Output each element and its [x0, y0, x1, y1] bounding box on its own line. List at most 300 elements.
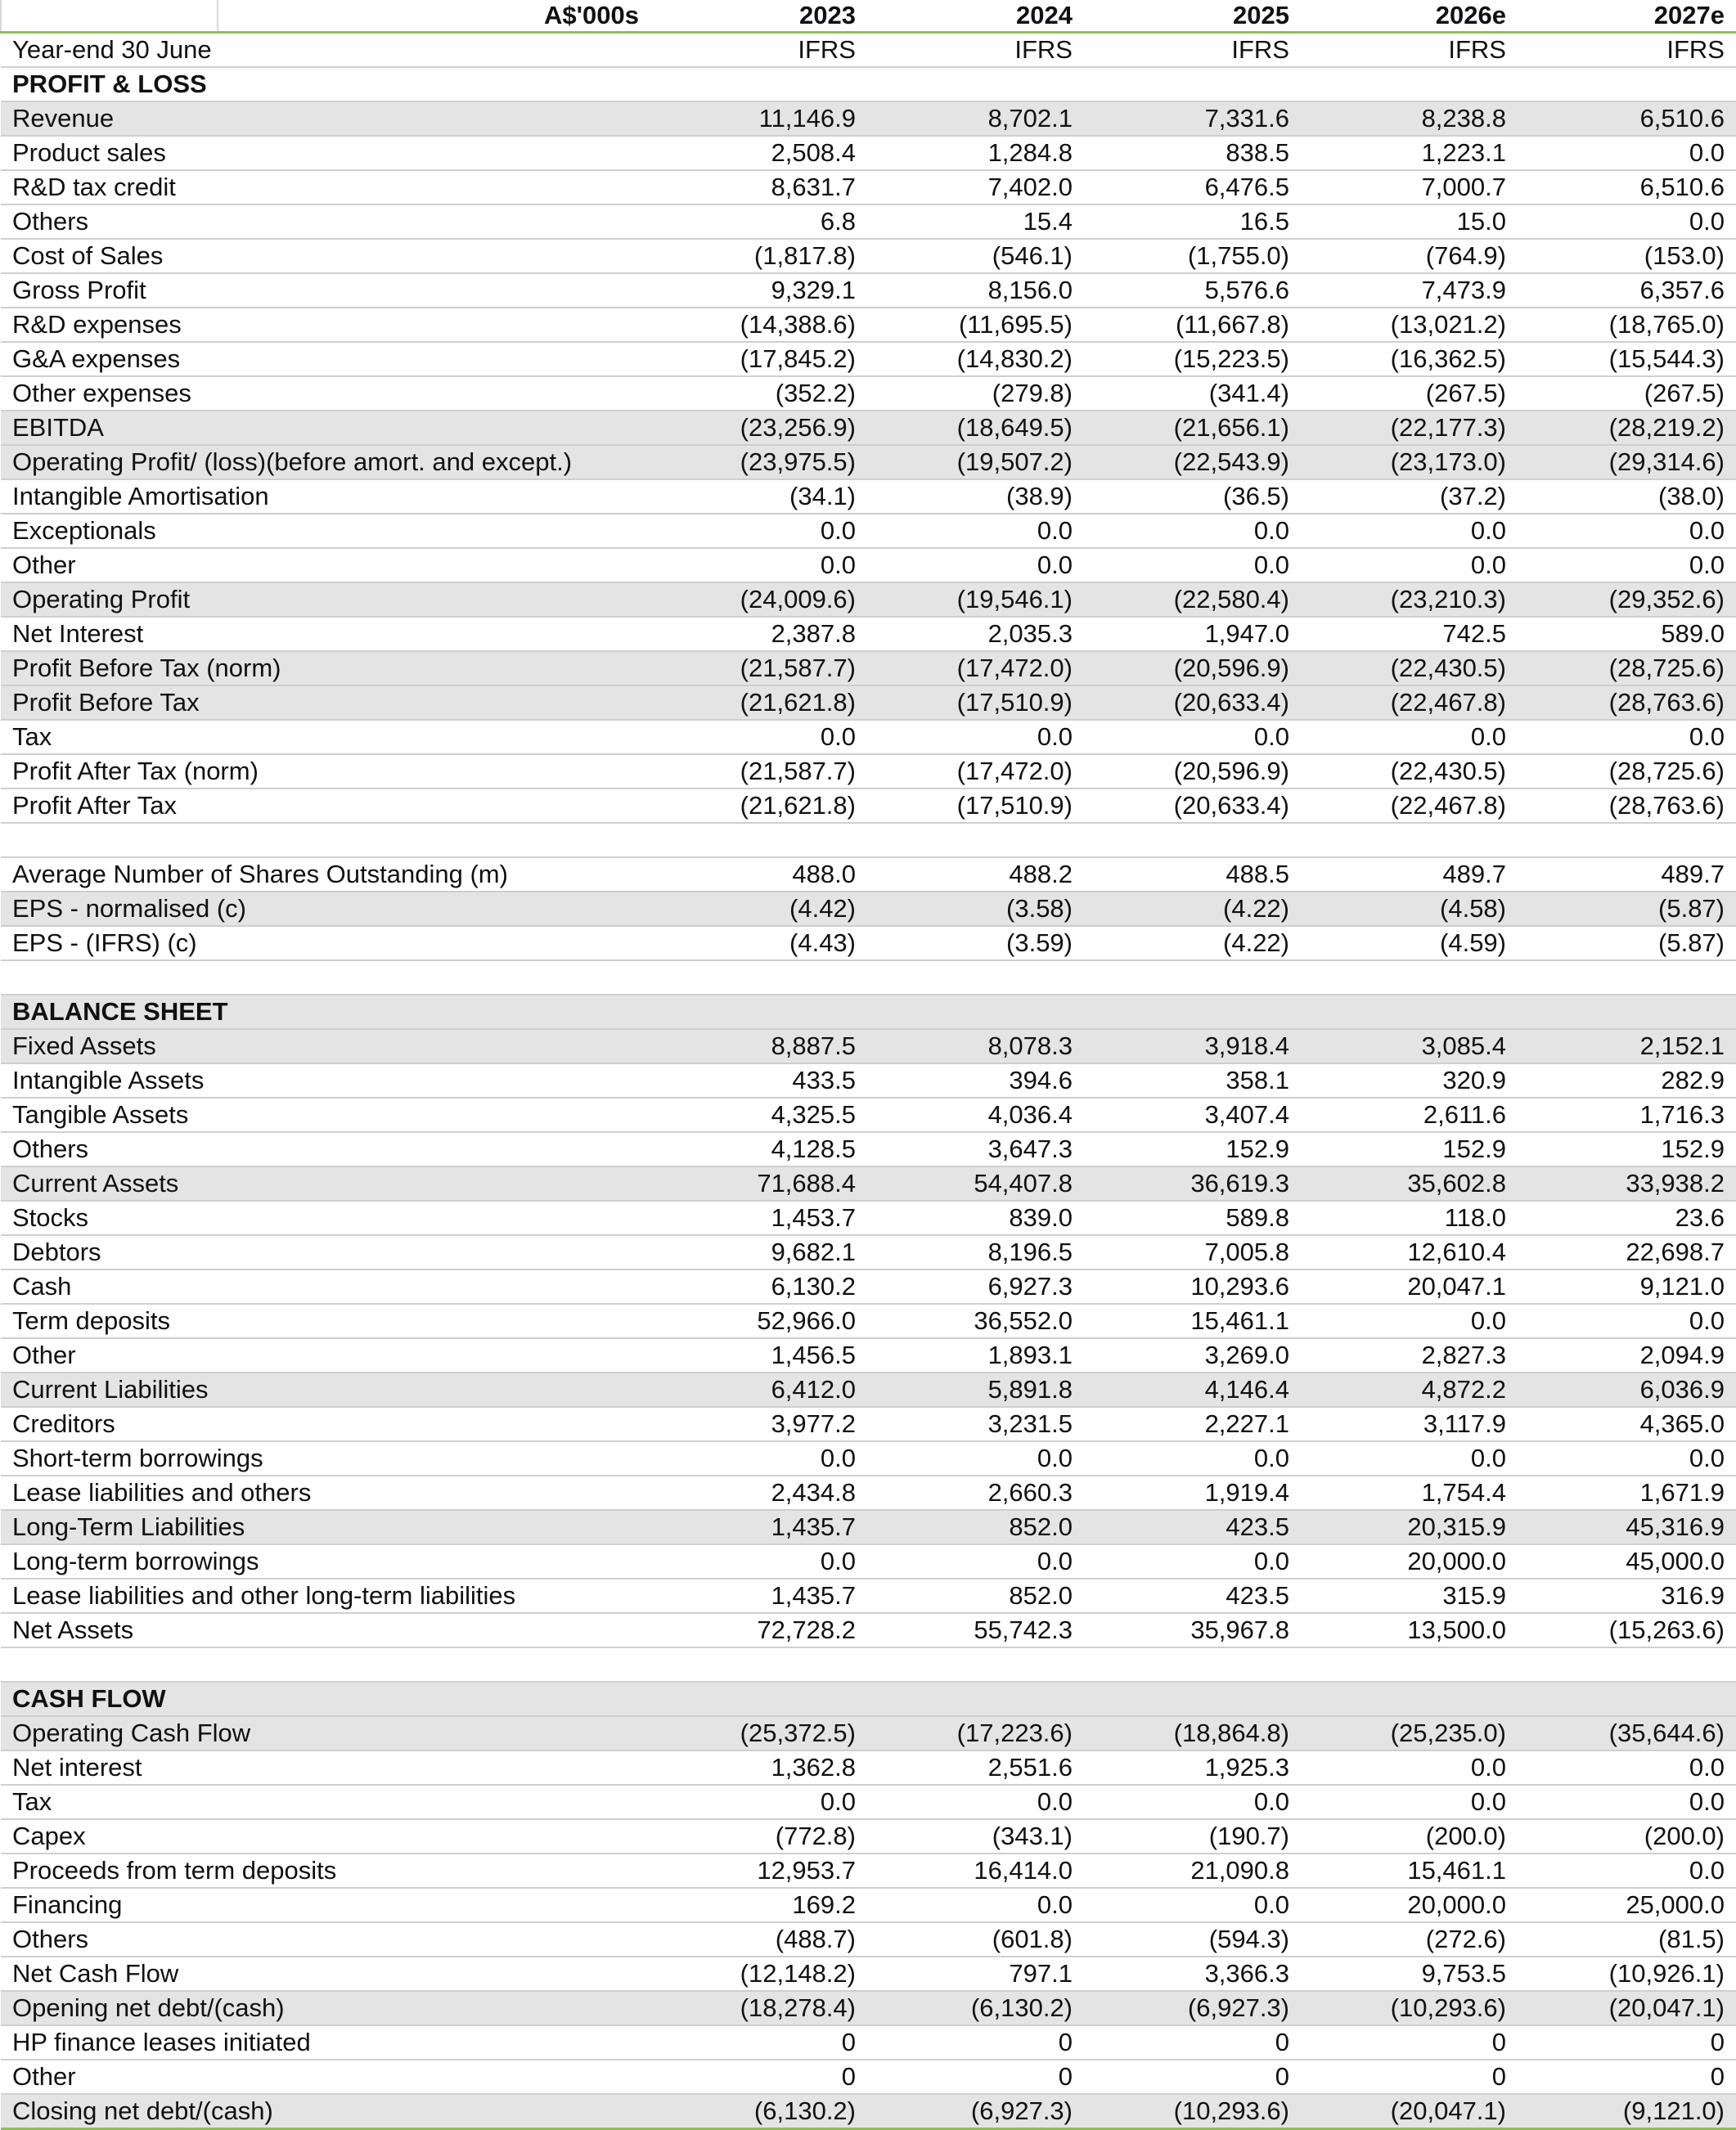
row-label: Revenue: [1, 101, 651, 136]
value-cell: 11,146.9: [651, 101, 868, 136]
value-cell: 22,698.7: [1518, 1235, 1736, 1269]
standard-label: IFRS: [1518, 33, 1736, 68]
row-label: Lease liabilities and others: [1, 1476, 651, 1510]
row-label: Lease liabilities and other long-term liabilities: [1, 1579, 651, 1613]
value-cell: 282.9: [1518, 1063, 1736, 1098]
row-label: Tangible Assets: [1, 1098, 651, 1132]
value-cell: (18,649.5): [868, 411, 1085, 445]
value-cell: (17,472.0): [868, 651, 1085, 685]
value-cell: 20,000.0: [1302, 1888, 1518, 1922]
value-cell: 0.0: [651, 720, 868, 754]
value-cell: 2,387.8: [651, 617, 868, 651]
value-cell: (20,047.1): [1302, 2094, 1518, 2129]
table-row: [1, 1922, 1736, 1957]
row-label: Cost of Sales: [1, 239, 651, 273]
value-cell: 4,365.0: [1518, 1407, 1736, 1441]
section-filler-cell: [1085, 1682, 1302, 1716]
row-label: Debtors: [1, 1235, 651, 1269]
value-cell: (190.7): [1085, 1819, 1302, 1854]
value-cell: 0.0: [1085, 1544, 1302, 1579]
value-cell: (17,845.2): [651, 342, 868, 376]
value-cell: 23.6: [1518, 1201, 1736, 1235]
value-cell: 7,005.8: [1085, 1235, 1302, 1269]
value-cell: 1,925.3: [1085, 1750, 1302, 1785]
value-cell: (6,130.2): [868, 1991, 1085, 2025]
value-cell: 2,227.1: [1085, 1407, 1302, 1441]
table-row: [1, 273, 1736, 308]
value-cell: (34.1): [651, 479, 868, 514]
value-cell: 16.5: [1085, 204, 1302, 239]
row-label: Net Interest: [1, 617, 651, 651]
value-cell: 742.5: [1302, 617, 1518, 651]
row-label: Operating Profit: [1, 582, 651, 617]
row-label: Financing: [1, 1888, 651, 1922]
value-cell: (5.87): [1518, 926, 1736, 960]
row-label: Profit Before Tax (norm): [1, 651, 651, 685]
value-cell: 0.0: [868, 1544, 1085, 1579]
value-cell: (15,263.6): [1518, 1613, 1736, 1647]
table-row: [1, 2060, 1736, 2094]
row-label: R&D expenses: [1, 308, 651, 342]
section-filler-cell: [868, 995, 1085, 1029]
value-cell: 45,000.0: [1518, 1544, 1736, 1579]
value-cell: 0.0: [868, 1888, 1085, 1922]
row-label: EPS - normalised (c): [1, 892, 651, 926]
spacer-row: [1, 1647, 1736, 1682]
section-title: CASH FLOW: [1, 1682, 651, 1716]
row-label: Intangible Assets: [1, 1063, 651, 1098]
value-cell: 6,510.6: [1518, 101, 1736, 136]
value-cell: (38.9): [868, 479, 1085, 514]
value-cell: 2,827.3: [1302, 1338, 1518, 1373]
table-row: [1, 892, 1736, 926]
value-cell: (352.2): [651, 376, 868, 411]
value-cell: (6,927.3): [1085, 1991, 1302, 2025]
value-cell: (5.87): [1518, 892, 1736, 926]
value-cell: (17,510.9): [868, 789, 1085, 823]
value-cell: (4.42): [651, 892, 868, 926]
value-cell: 8,196.5: [868, 1235, 1085, 1269]
row-label: Net interest: [1, 1750, 651, 1785]
value-cell: 4,146.4: [1085, 1373, 1302, 1407]
value-cell: 8,156.0: [868, 273, 1085, 308]
value-cell: (23,975.5): [651, 445, 868, 479]
value-cell: 0.0: [1302, 1750, 1518, 1785]
value-cell: 1,362.8: [651, 1750, 868, 1785]
value-cell: 394.6: [868, 1063, 1085, 1098]
year-header: 2023: [651, 0, 868, 33]
section-title: PROFIT & LOSS: [1, 67, 651, 101]
section-filler-cell: [1302, 995, 1518, 1029]
value-cell: (17,223.6): [868, 1716, 1085, 1750]
value-cell: (29,314.6): [1518, 445, 1736, 479]
row-label: Others: [1, 1922, 651, 1957]
header-blank-cell[interactable]: [218, 0, 434, 33]
value-cell: (21,587.7): [651, 651, 868, 685]
value-cell: (21,621.8): [651, 685, 868, 720]
value-cell: (81.5): [1518, 1922, 1736, 1957]
value-cell: (14,388.6): [651, 308, 868, 342]
value-cell: (22,430.5): [1302, 651, 1518, 685]
unit-label: A$'000s: [434, 0, 651, 33]
row-label: Operating Cash Flow: [1, 1716, 651, 1750]
row-label: Average Number of Shares Outstanding (m): [1, 857, 651, 892]
row-label: Short-term borrowings: [1, 1441, 651, 1476]
value-cell: 6,510.6: [1518, 170, 1736, 204]
value-cell: 0.0: [651, 1441, 868, 1476]
value-cell: 1,284.8: [868, 136, 1085, 170]
value-cell: 6,476.5: [1085, 170, 1302, 204]
row-label: Operating Profit/ (loss)(before amort. and except.): [1, 445, 651, 479]
value-cell: 488.5: [1085, 857, 1302, 892]
table-row: [1, 1785, 1736, 1819]
value-cell: 3,977.2: [651, 1407, 868, 1441]
value-cell: 1,456.5: [651, 1338, 868, 1373]
value-cell: (28,725.6): [1518, 651, 1736, 685]
value-cell: 423.5: [1085, 1579, 1302, 1613]
row-label: Other expenses: [1, 376, 651, 411]
row-label: Fixed Assets: [1, 1029, 651, 1063]
table-row: [1, 308, 1736, 342]
section-filler-cell: [651, 1682, 868, 1716]
value-cell: (4.58): [1302, 892, 1518, 926]
value-cell: 15,461.1: [1302, 1854, 1518, 1888]
value-cell: (23,173.0): [1302, 445, 1518, 479]
table-row: [1, 239, 1736, 273]
value-cell: (38.0): [1518, 479, 1736, 514]
value-cell: 0.0: [1518, 136, 1736, 170]
value-cell: (22,543.9): [1085, 445, 1302, 479]
value-cell: 0: [868, 2025, 1085, 2060]
value-cell: 9,753.5: [1302, 1957, 1518, 1991]
value-cell: 33,938.2: [1518, 1166, 1736, 1201]
value-cell: 3,918.4: [1085, 1029, 1302, 1063]
value-cell: 15.4: [868, 204, 1085, 239]
table-body: [1, 0, 1736, 2129]
value-cell: 852.0: [868, 1579, 1085, 1613]
row-label: Opening net debt/(cash): [1, 1991, 651, 2025]
value-cell: (21,621.8): [651, 789, 868, 823]
value-cell: 4,036.4: [868, 1098, 1085, 1132]
value-cell: 0: [1302, 2060, 1518, 2094]
value-cell: 0: [1085, 2060, 1302, 2094]
value-cell: (488.7): [651, 1922, 868, 1957]
value-cell: 8,631.7: [651, 170, 868, 204]
value-cell: 3,407.4: [1085, 1098, 1302, 1132]
value-cell: (36.5): [1085, 479, 1302, 514]
table-row: [1, 1854, 1736, 1888]
value-cell: (11,667.8): [1085, 308, 1302, 342]
section-title: BALANCE SHEET: [1, 995, 651, 1029]
header-blank-cell[interactable]: [1, 0, 218, 33]
row-label: Stocks: [1, 1201, 651, 1235]
value-cell: 0.0: [868, 1441, 1085, 1476]
value-cell: 0.0: [1302, 1441, 1518, 1476]
value-cell: 315.9: [1302, 1579, 1518, 1613]
row-label: Closing net debt/(cash): [1, 2094, 651, 2129]
value-cell: 0.0: [1302, 548, 1518, 582]
section-header-profit-loss: [1, 67, 1736, 101]
value-cell: 852.0: [868, 1510, 1085, 1544]
value-cell: 20,000.0: [1302, 1544, 1518, 1579]
value-cell: 5,576.6: [1085, 273, 1302, 308]
value-cell: 1,223.1: [1302, 136, 1518, 170]
value-cell: (9,121.0): [1518, 2094, 1736, 2129]
value-cell: 1,919.4: [1085, 1476, 1302, 1510]
row-label: Long-Term Liabilities: [1, 1510, 651, 1544]
value-cell: 1,716.3: [1518, 1098, 1736, 1132]
value-cell: (10,926.1): [1518, 1957, 1736, 1991]
table-row: [1, 548, 1736, 582]
value-cell: 9,682.1: [651, 1235, 868, 1269]
row-label: Intangible Amortisation: [1, 479, 651, 514]
value-cell: (4.43): [651, 926, 868, 960]
row-label: EPS - (IFRS) (c): [1, 926, 651, 960]
value-cell: (21,656.1): [1085, 411, 1302, 445]
row-label: R&D tax credit: [1, 170, 651, 204]
row-label: Net Assets: [1, 1613, 651, 1647]
value-cell: (20,596.9): [1085, 651, 1302, 685]
value-cell: 0.0: [868, 720, 1085, 754]
value-cell: 0.0: [1302, 514, 1518, 548]
section-header-cash-flow: [1, 1682, 1736, 1716]
value-cell: (23,256.9): [651, 411, 868, 445]
value-cell: 2,152.1: [1518, 1029, 1736, 1063]
value-cell: 423.5: [1085, 1510, 1302, 1544]
standard-label: IFRS: [1302, 33, 1518, 68]
value-cell: 488.2: [868, 857, 1085, 892]
value-cell: 6,036.9: [1518, 1373, 1736, 1407]
value-cell: (11,695.5): [868, 308, 1085, 342]
row-label: Others: [1, 204, 651, 239]
value-cell: (3.58): [868, 892, 1085, 926]
value-cell: 152.9: [1518, 1132, 1736, 1166]
spacer-row: [1, 960, 1736, 995]
value-cell: (341.4): [1085, 376, 1302, 411]
value-cell: (772.8): [651, 1819, 868, 1854]
value-cell: 0.0: [1302, 1785, 1518, 1819]
table-row: [1, 1098, 1736, 1132]
row-label: Other: [1, 1338, 651, 1373]
section-filler-cell: [651, 995, 868, 1029]
value-cell: (15,223.5): [1085, 342, 1302, 376]
table-row: [1, 685, 1736, 720]
value-cell: (22,430.5): [1302, 754, 1518, 789]
row-label: G&A expenses: [1, 342, 651, 376]
row-label: Net Cash Flow: [1, 1957, 651, 1991]
value-cell: 52,966.0: [651, 1304, 868, 1338]
value-cell: (25,372.5): [651, 1716, 868, 1750]
value-cell: 16,414.0: [868, 1854, 1085, 1888]
table-row: [1, 2094, 1736, 2129]
header-row-years: [1, 0, 1736, 33]
value-cell: 15.0: [1302, 204, 1518, 239]
value-cell: 45,316.9: [1518, 1510, 1736, 1544]
table-row: [1, 1304, 1736, 1338]
section-header-balance-sheet: [1, 995, 1736, 1029]
table-row: [1, 754, 1736, 789]
value-cell: (279.8): [868, 376, 1085, 411]
table-row: [1, 136, 1736, 170]
value-cell: 0.0: [1518, 1441, 1736, 1476]
value-cell: 6,412.0: [651, 1373, 868, 1407]
value-cell: 0.0: [1518, 720, 1736, 754]
value-cell: 0: [651, 2060, 868, 2094]
value-cell: (28,763.6): [1518, 789, 1736, 823]
value-cell: 0.0: [868, 514, 1085, 548]
value-cell: 4,128.5: [651, 1132, 868, 1166]
value-cell: 1,947.0: [1085, 617, 1302, 651]
value-cell: 0: [1518, 2025, 1736, 2060]
value-cell: 0.0: [1518, 514, 1736, 548]
value-cell: (1,817.8): [651, 239, 868, 273]
row-label: Others: [1, 1132, 651, 1166]
table-row: [1, 1819, 1736, 1854]
section-filler-cell: [1518, 995, 1736, 1029]
spacer-cell: [1, 823, 1736, 857]
value-cell: 152.9: [1085, 1132, 1302, 1166]
value-cell: 0.0: [1085, 720, 1302, 754]
value-cell: (6,130.2): [651, 2094, 868, 2129]
table-row: [1, 1613, 1736, 1647]
row-label: Cash: [1, 1269, 651, 1304]
row-label: Product sales: [1, 136, 651, 170]
value-cell: (13,021.2): [1302, 308, 1518, 342]
value-cell: 6,357.6: [1518, 273, 1736, 308]
year-header: 2026e: [1302, 0, 1518, 33]
value-cell: 20,047.1: [1302, 1269, 1518, 1304]
value-cell: 0: [1302, 2025, 1518, 2060]
row-label: Proceeds from term deposits: [1, 1854, 651, 1888]
value-cell: (10,293.6): [1085, 2094, 1302, 2129]
value-cell: (19,507.2): [868, 445, 1085, 479]
row-label: Gross Profit: [1, 273, 651, 308]
section-filler-cell: [868, 67, 1085, 101]
section-filler-cell: [1302, 67, 1518, 101]
section-filler-cell: [1302, 1682, 1518, 1716]
table-row: [1, 1957, 1736, 1991]
table-row: [1, 1510, 1736, 1544]
table-row: [1, 101, 1736, 136]
value-cell: 1,435.7: [651, 1579, 868, 1613]
section-filler-cell: [1518, 67, 1736, 101]
table-row: [1, 1063, 1736, 1098]
value-cell: (6,927.3): [868, 2094, 1085, 2129]
value-cell: (343.1): [868, 1819, 1085, 1854]
value-cell: (3.59): [868, 926, 1085, 960]
row-label: EBITDA: [1, 411, 651, 445]
value-cell: (546.1): [868, 239, 1085, 273]
row-label: Creditors: [1, 1407, 651, 1441]
value-cell: 54,407.8: [868, 1166, 1085, 1201]
table-row: [1, 2025, 1736, 2060]
value-cell: 4,872.2: [1302, 1373, 1518, 1407]
row-label: Tax: [1, 1785, 651, 1819]
standard-label: IFRS: [868, 33, 1085, 68]
value-cell: (28,219.2): [1518, 411, 1736, 445]
value-cell: 8,078.3: [868, 1029, 1085, 1063]
section-filler-cell: [651, 67, 868, 101]
value-cell: (19,546.1): [868, 582, 1085, 617]
value-cell: (28,763.6): [1518, 685, 1736, 720]
value-cell: 35,602.8: [1302, 1166, 1518, 1201]
value-cell: 0.0: [1518, 1750, 1736, 1785]
value-cell: 118.0: [1302, 1201, 1518, 1235]
value-cell: 320.9: [1302, 1063, 1518, 1098]
value-cell: 0.0: [1085, 1441, 1302, 1476]
year-header: 2027e: [1518, 0, 1736, 33]
value-cell: 12,953.7: [651, 1854, 868, 1888]
table-row: [1, 170, 1736, 204]
value-cell: 72,728.2: [651, 1613, 868, 1647]
value-cell: 358.1: [1085, 1063, 1302, 1098]
row-label: Other: [1, 2060, 651, 2094]
spacer-cell: [1, 1647, 1736, 1682]
year-end-label: Year-end 30 June: [1, 33, 651, 68]
value-cell: 152.9: [1302, 1132, 1518, 1166]
value-cell: 12,610.4: [1302, 1235, 1518, 1269]
value-cell: 2,035.3: [868, 617, 1085, 651]
table-row: [1, 1441, 1736, 1476]
table-row: [1, 1544, 1736, 1579]
value-cell: (16,362.5): [1302, 342, 1518, 376]
value-cell: 8,887.5: [651, 1029, 868, 1063]
spacer-cell: [1, 960, 1736, 995]
value-cell: (28,725.6): [1518, 754, 1736, 789]
table-row: [1, 1201, 1736, 1235]
value-cell: (20,633.4): [1085, 685, 1302, 720]
year-header: 2025: [1085, 0, 1302, 33]
value-cell: 1,754.4: [1302, 1476, 1518, 1510]
table-row: [1, 411, 1736, 445]
row-label: Capex: [1, 1819, 651, 1854]
year-header: 2024: [868, 0, 1085, 33]
table-row: [1, 617, 1736, 651]
value-cell: 2,094.9: [1518, 1338, 1736, 1373]
section-filler-cell: [1518, 1682, 1736, 1716]
value-cell: 0.0: [651, 548, 868, 582]
value-cell: (267.5): [1518, 376, 1736, 411]
table-row: [1, 342, 1736, 376]
value-cell: (24,009.6): [651, 582, 868, 617]
value-cell: (4.22): [1085, 926, 1302, 960]
value-cell: 7,473.9: [1302, 273, 1518, 308]
table-row: [1, 1579, 1736, 1613]
table-row: [1, 1029, 1736, 1063]
row-label: HP finance leases initiated: [1, 2025, 651, 2060]
value-cell: (200.0): [1518, 1819, 1736, 1854]
value-cell: 1,453.7: [651, 1201, 868, 1235]
value-cell: 589.0: [1518, 617, 1736, 651]
value-cell: 6,130.2: [651, 1269, 868, 1304]
value-cell: (20,047.1): [1518, 1991, 1736, 2025]
value-cell: 6,927.3: [868, 1269, 1085, 1304]
row-label: Long-term borrowings: [1, 1544, 651, 1579]
table-row: [1, 1716, 1736, 1750]
value-cell: (17,510.9): [868, 685, 1085, 720]
value-cell: 3,647.3: [868, 1132, 1085, 1166]
value-cell: (23,210.3): [1302, 582, 1518, 617]
value-cell: 3,231.5: [868, 1407, 1085, 1441]
row-label: Profit After Tax: [1, 789, 651, 823]
value-cell: (594.3): [1085, 1922, 1302, 1957]
value-cell: 36,552.0: [868, 1304, 1085, 1338]
row-label: Exceptionals: [1, 514, 651, 548]
value-cell: 0.0: [1518, 1304, 1736, 1338]
value-cell: 5,891.8: [868, 1373, 1085, 1407]
value-cell: 2,611.6: [1302, 1098, 1518, 1132]
value-cell: 489.7: [1518, 857, 1736, 892]
